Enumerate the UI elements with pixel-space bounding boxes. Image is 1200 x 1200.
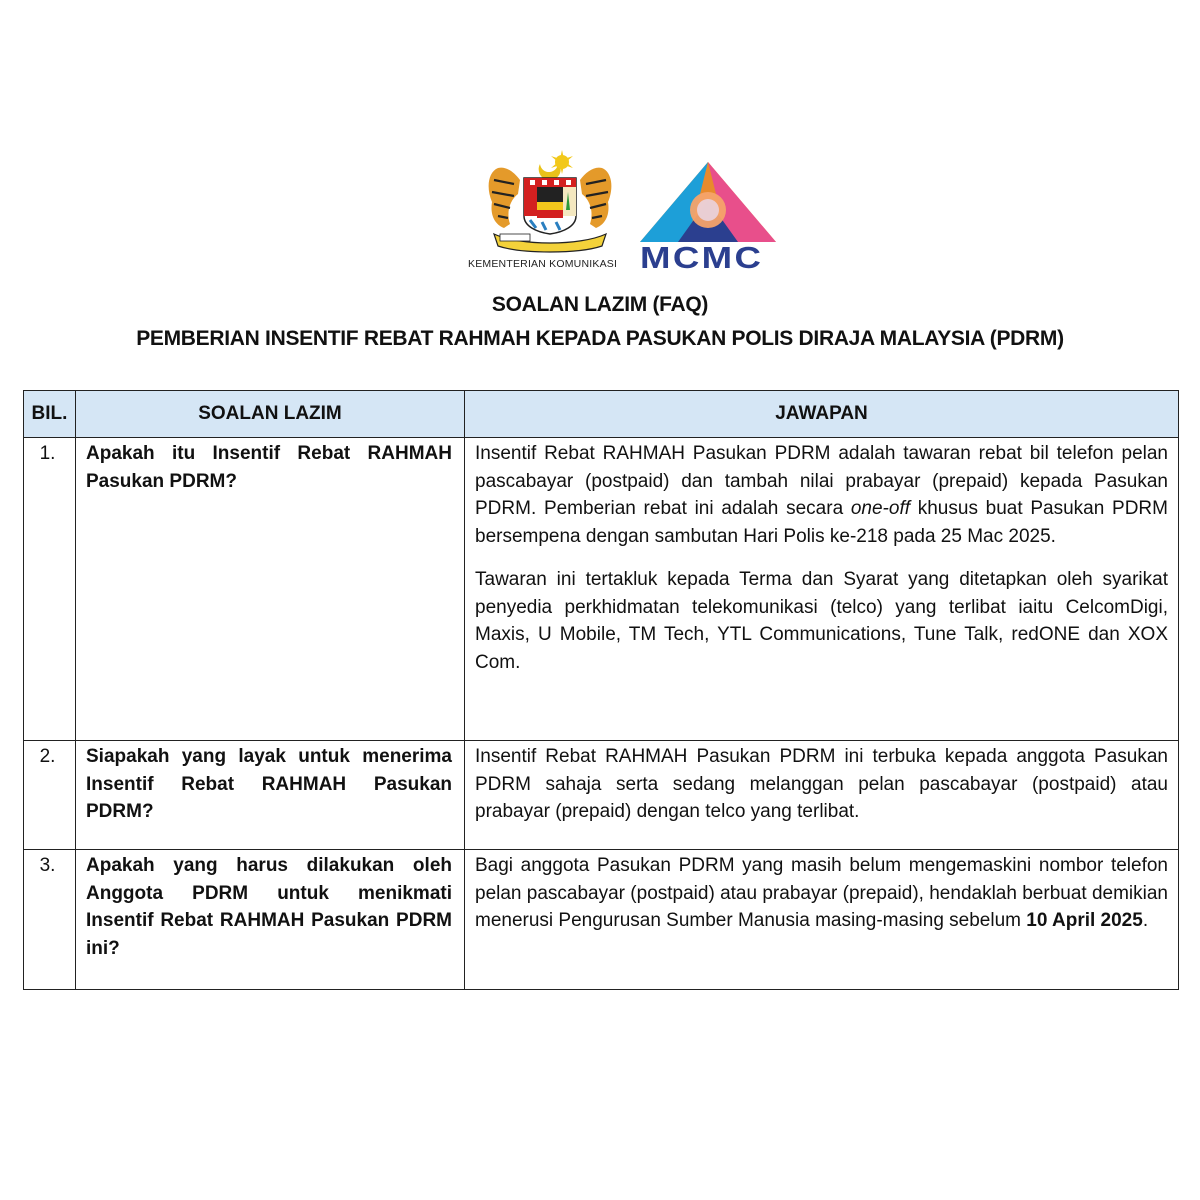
row-number: 1. xyxy=(24,438,76,741)
question-cell: Apakah itu Insentif Rebat RAHMAH Pasukan PDRM? xyxy=(76,438,465,741)
answer-cell xyxy=(465,438,1179,741)
document-title xyxy=(0,288,1200,356)
answer-cell xyxy=(465,850,1179,990)
faq-table xyxy=(23,390,1179,990)
mcmc-wordmark: MCMC xyxy=(640,240,764,275)
ministry-logo xyxy=(468,150,628,280)
title-line-1: SOALAN LAZIM (FAQ) xyxy=(491,293,709,316)
row-number: 2. xyxy=(24,741,76,850)
answer-paragraph: Insentif Rebat RAHMAH Pasukan PDRM ini terbuka kepada anggota Pasukan PDRM sahaja serta sedang melanggan pelan pascabayar (postpaid) atau prabayar (prepaid) dengan telco yang terlibat. xyxy=(475,746,1168,822)
header-jawapan: JAWAPAN xyxy=(465,391,1179,438)
malaysia-coat-of-arms-icon xyxy=(480,150,620,255)
answer-paragraph: Bagi anggota Pasukan PDRM yang masih belum mengemaskini nombor telefon pelan pascabayar (postpaid) atau prabayar (prepaid), hendaklah berbuat demikian menerusi Pengurusan Sumber Manusia masing-masing sebelum 10 April 2025. xyxy=(475,855,1168,931)
answer-cell xyxy=(465,741,1179,850)
answer-paragraph: Tawaran ini tertakluk kepada Terma dan Syarat yang ditetapkan oleh syarikat penyedia perkhidmatan telekomunikasi (telco) yang terlibat iaitu CelcomDigi, Maxis, U Mobile, TM Tech, YTL Communications, Tune Talk, redONE dan XOX Com. xyxy=(475,569,1168,673)
table-row xyxy=(24,438,1179,741)
question-cell: Apakah yang harus dilakukan oleh Anggota PDRM untuk menikmati Insentif Rebat RAHMAH Pasukan PDRM ini? xyxy=(76,850,465,990)
emphasis-text: one-off xyxy=(850,498,911,519)
mcmc-triangle-icon xyxy=(638,160,778,245)
table-row xyxy=(24,850,1179,990)
mcmc-logo xyxy=(638,160,788,275)
ministry-caption: KEMENTERIAN KOMUNIKASI xyxy=(468,258,618,270)
title-line-2: PEMBERIAN INSENTIF REBAT RAHMAH KEPADA PASUKAN POLIS DIRAJA MALAYSIA (PDRM) xyxy=(136,327,1064,350)
table-header-row xyxy=(24,391,1179,438)
row-number: 3. xyxy=(24,850,76,990)
answer-paragraph: Insentif Rebat RAHMAH Pasukan PDRM adalah tawaran rebat bil telefon pelan pascabayar (postpaid) dan tambah nilai prabayar (prepaid) kepada Pasukan PDRM. Pemberian rebat ini adalah secara one-off khusus buat Pasukan PDRM bersempena dengan sambutan Hari Polis ke-218 pada 25 Mac 2025. xyxy=(475,443,1168,547)
header-soalan: SOALAN LAZIM xyxy=(76,391,465,438)
table-row xyxy=(24,741,1179,850)
question-cell: Siapakah yang layak untuk menerima Insentif Rebat RAHMAH Pasukan PDRM? xyxy=(76,741,465,850)
deadline-date: 10 April 2025 xyxy=(1026,910,1143,931)
logo-bar xyxy=(468,150,788,280)
header-bil: BIL. xyxy=(24,391,76,438)
